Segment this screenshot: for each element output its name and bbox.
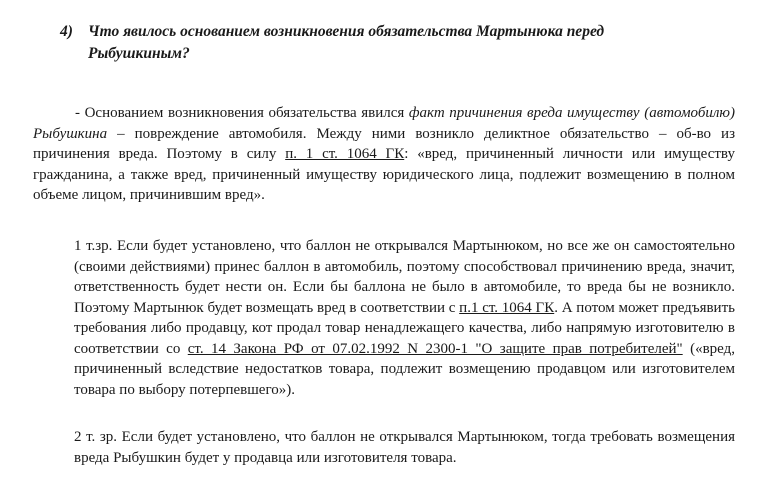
answer-prefix: - Основанием возникновения обязательства явился bbox=[75, 105, 409, 121]
question-number: 4) bbox=[60, 23, 73, 40]
law-link-1064-view1[interactable]: п.1 ст. 1064 ГК bbox=[459, 299, 555, 316]
law-link-consumer-rights[interactable]: ст. 14 Закона РФ от 07.02.1992 N 2300-1 "О защите прав потребителей" bbox=[187, 340, 683, 357]
question-heading bbox=[60, 21, 700, 65]
question-text-line2: Рыбушкиным? bbox=[88, 45, 190, 62]
question-text-line1: Что явилось основанием возникновения обязательства Мартынюка перед bbox=[88, 23, 605, 40]
view1-text-b: . А потом может предъявить требования либо продавцу, кот продал товар ненадлежащего качества, либо напрямую изготовителю в соответствии со bbox=[74, 299, 735, 357]
view2-paragraph: 2 т. зр. Если будет установлено, что баллон не открывался Мартынюком, тогда требовать возмещения вреда Рыбушкин будет у продавца или изготовителя товара. bbox=[74, 429, 735, 466]
view1-text-c: («вред, причиненный вследствие недостатков товара, подлежит возмещению продавцом или изготовителем товара по выбору потерпевшего»). bbox=[74, 340, 736, 398]
answer-suffix: : «вред, причиненный личности или имуществу гражданина, а также вред, причиненный имуществу юридического лица, подлежит возмещению в полном объеме лицом, причинившим вред». bbox=[33, 146, 735, 203]
view1-paragraph bbox=[74, 236, 735, 400]
answer-fact: факт причинения вреда имуществу (автомобилю) Рыбушкина bbox=[33, 105, 735, 142]
law-link-1064[interactable]: п. 1 ст. 1064 ГК bbox=[285, 146, 405, 162]
view1-text-a: 1 т.зр. Если будет установлено, что баллон не открывался Мартынюком, но все же он самостоятельно (своими действиями) принес баллон в автомобиль, поэтому способствовал причинению вреда, значит, ответственность будет нести он. Если бы баллона не было в автомобиле, то вреда бы не возникло. Поэтому Мартынюк будет возмещать вред в соответствии с bbox=[74, 238, 735, 316]
answer-paragraph bbox=[33, 103, 735, 206]
answer-middle: – повреждение автомобиля. Между ними возникло деликтное обязательство – об-во из причинения вреда. Поэтому в силу bbox=[33, 125, 735, 162]
